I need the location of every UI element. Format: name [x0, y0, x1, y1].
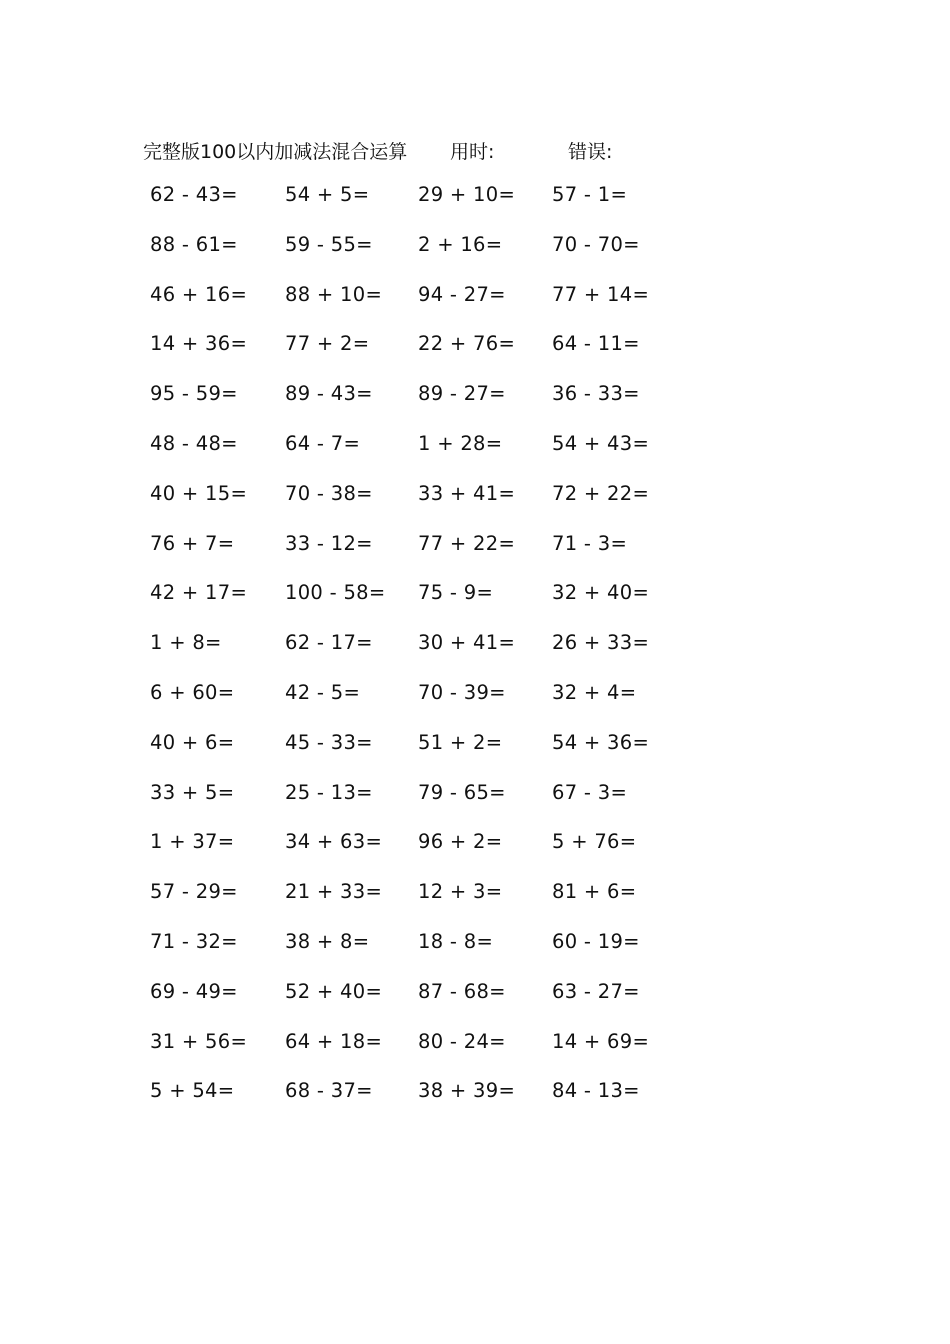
- problem-cell: 1 + 37=: [150, 830, 235, 854]
- problem-cell: 64 - 11=: [552, 332, 640, 356]
- problem-cell: 70 - 38=: [285, 481, 373, 505]
- problem-cell: 33 + 5=: [150, 780, 235, 804]
- problem-cell: 71 - 3=: [552, 531, 628, 555]
- problem-cell: 54 + 36=: [552, 730, 650, 754]
- problem-cell: 29 + 10=: [418, 183, 516, 206]
- problem-cell: 77 + 22=: [418, 531, 516, 555]
- problem-cell: 32 + 40=: [552, 581, 650, 605]
- problem-cell: 25 - 13=: [285, 780, 373, 804]
- problem-cell: 45 - 33=: [285, 730, 373, 754]
- problem-cell: 36 - 33=: [552, 382, 640, 406]
- problem-cell: 76 + 7=: [150, 531, 235, 555]
- problem-cell: 79 - 65=: [418, 780, 506, 804]
- problem-cell: 26 + 33=: [552, 631, 650, 655]
- problem-cell: 33 - 12=: [285, 531, 373, 555]
- problem-cell: 71 - 32=: [150, 929, 238, 953]
- problem-cell: 5 + 76=: [552, 830, 637, 854]
- problem-cell: 59 - 55=: [285, 232, 373, 256]
- problem-cell: 70 - 39=: [418, 680, 506, 704]
- problem-cell: 32 + 4=: [552, 680, 637, 704]
- problem-cell: 89 - 27=: [418, 382, 506, 406]
- problem-cell: 69 - 49=: [150, 979, 238, 1003]
- problem-cell: 62 - 43=: [150, 183, 238, 206]
- problem-cell: 34 + 63=: [285, 830, 383, 854]
- problem-cell: 14 + 69=: [552, 1029, 650, 1053]
- problem-cell: 89 - 43=: [285, 382, 373, 406]
- problem-cell: 46 + 16=: [150, 282, 248, 306]
- problem-cell: 64 + 18=: [285, 1029, 383, 1053]
- problem-cell: 95 - 59=: [150, 382, 238, 406]
- problem-cell: 96 + 2=: [418, 830, 503, 854]
- problem-cell: 12 + 3=: [418, 880, 503, 904]
- problem-cell: 81 + 6=: [552, 880, 637, 904]
- problem-cell: 5 + 54=: [150, 1079, 235, 1103]
- error-label: 错误:: [568, 141, 613, 163]
- problem-cell: 57 - 29=: [150, 880, 238, 904]
- problem-cell: 100 - 58=: [285, 581, 386, 605]
- problem-cell: 67 - 3=: [552, 780, 628, 804]
- problem-cell: 52 + 40=: [285, 979, 383, 1003]
- problem-cell: 48 - 48=: [150, 431, 238, 455]
- problem-cell: 70 - 70=: [552, 232, 640, 256]
- problem-cell: 88 + 10=: [285, 282, 383, 306]
- problem-cell: 1 + 8=: [150, 631, 222, 655]
- problem-cell: 57 - 1=: [552, 183, 628, 206]
- problem-cell: 51 + 2=: [418, 730, 503, 754]
- problem-cell: 40 + 15=: [150, 481, 248, 505]
- problem-cell: 60 - 19=: [552, 929, 640, 953]
- problem-cell: 64 - 7=: [285, 431, 361, 455]
- problem-cell: 75 - 9=: [418, 581, 494, 605]
- problem-cell: 87 - 68=: [418, 979, 506, 1003]
- problem-cell: 14 + 36=: [150, 332, 248, 356]
- problem-cell: 42 + 17=: [150, 581, 248, 605]
- problem-cell: 31 + 56=: [150, 1029, 248, 1053]
- problem-cell: 77 + 2=: [285, 332, 370, 356]
- problem-cell: 40 + 6=: [150, 730, 235, 754]
- problem-cell: 2 + 16=: [418, 232, 503, 256]
- problem-cell: 62 - 17=: [285, 631, 373, 655]
- problem-cell: 77 + 14=: [552, 282, 650, 306]
- problem-cell: 33 + 41=: [418, 481, 516, 505]
- problem-cell: 54 + 43=: [552, 431, 650, 455]
- worksheet-title: 完整版100以内加减法混合运算: [143, 141, 408, 163]
- problem-cell: 30 + 41=: [418, 631, 516, 655]
- problem-cell: 22 + 76=: [418, 332, 516, 356]
- problem-cell: 63 - 27=: [552, 979, 640, 1003]
- problem-cell: 21 + 33=: [285, 880, 383, 904]
- problem-cell: 84 - 13=: [552, 1079, 640, 1103]
- problem-cell: 42 - 5=: [285, 680, 361, 704]
- problem-cell: 72 + 22=: [552, 481, 650, 505]
- problem-cell: 94 - 27=: [418, 282, 506, 306]
- problem-cell: 80 - 24=: [418, 1029, 506, 1053]
- problem-cell: 68 - 37=: [285, 1079, 373, 1103]
- problem-cell: 1 + 28=: [418, 431, 503, 455]
- problem-cell: 38 + 8=: [285, 929, 370, 953]
- problem-cell: 38 + 39=: [418, 1079, 516, 1103]
- problem-cell: 88 - 61=: [150, 232, 238, 256]
- problem-cell: 18 - 8=: [418, 929, 494, 953]
- problem-cell: 54 + 5=: [285, 183, 370, 206]
- problem-cell: 6 + 60=: [150, 680, 235, 704]
- time-label: 用时:: [450, 141, 495, 163]
